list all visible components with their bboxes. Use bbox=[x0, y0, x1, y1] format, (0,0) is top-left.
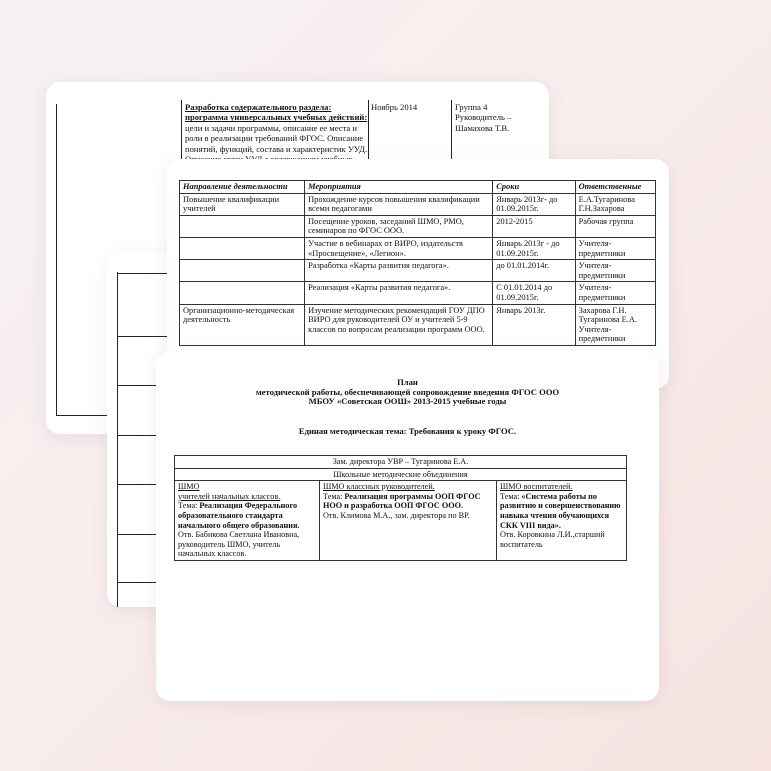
col-head: ШМО воспитателей. bbox=[500, 482, 573, 492]
table-cell: Повышение квалификации учителей bbox=[180, 193, 305, 215]
table-border bbox=[181, 100, 182, 160]
table-row bbox=[180, 304, 656, 345]
table-cell bbox=[180, 215, 305, 237]
plan-subtitle: методической работы, обеспечивающей сопровождение введения ФГОС ООО bbox=[255, 386, 560, 397]
cell-title: Разработка содержательного раздела: программа универсальных учебных действий: bbox=[185, 102, 368, 123]
header-responsible: Ответственные bbox=[575, 181, 655, 194]
leader-label: Руководитель – bbox=[455, 112, 512, 123]
group-label: Группа 4 bbox=[455, 102, 488, 112]
table-cell: Январь 2013г- до 01.09.2015г. bbox=[493, 193, 575, 215]
table-row bbox=[175, 481, 627, 561]
table-cell: Реализация «Карты развития педагога». bbox=[305, 282, 493, 304]
theme-text: «Система работы по развитию и совершенствованию навыка чтения обучающихся СКК VIII вида». bbox=[500, 491, 621, 530]
associations-cell: Школьные методические объединения bbox=[175, 468, 627, 481]
table-cell: Изучение методических рекомендаций ГОУ ДПО ВИРО для руководителей ОУ и учителей 5-9 классов по вопросам реализации программ ООО. bbox=[305, 304, 493, 345]
document-page-front bbox=[156, 351, 659, 701]
table-row bbox=[180, 237, 656, 259]
deputy-cell: Зам. директора УВР – Тугаринова Е.А. bbox=[175, 456, 627, 469]
table-row bbox=[180, 260, 656, 282]
col-theme bbox=[500, 492, 623, 530]
table-row bbox=[180, 193, 656, 215]
theme-text: Реализация программы ООП ФГОС НОО и разработка ООП ФГОС ООО. bbox=[323, 491, 481, 511]
col-theme bbox=[323, 492, 493, 511]
table-row bbox=[180, 215, 656, 237]
plan-subtitle-school: МБОУ «Советская ООШ» 2013-2015 учебные годы bbox=[308, 396, 507, 407]
col-head: ШМО bbox=[178, 482, 200, 492]
shmo-educators-cell bbox=[497, 481, 627, 561]
table-cell: Е.А.Тугаринова Г.Н.Захарова bbox=[575, 193, 655, 215]
table-cell: С 01.01.2014 до 01.09.2015г. bbox=[493, 282, 575, 304]
table-cell: Учителя-предметники bbox=[575, 282, 655, 304]
responsible-cell bbox=[455, 102, 535, 133]
table-border bbox=[117, 272, 118, 607]
table-border bbox=[368, 100, 369, 160]
table-cell: 2012-2015 bbox=[493, 215, 575, 237]
header-events: Мероприятия bbox=[305, 181, 493, 194]
table-border bbox=[451, 100, 452, 160]
cell-text: цели и задачи программы, описание ее места и роли в реализации требований ФГОС. Описание понятий, функций, состава и характеристик УУД. bbox=[185, 122, 368, 154]
table-header-row bbox=[180, 181, 656, 194]
col-responsible: Отв. Бабикова Светлана Ивановна, руководитель ШМО, учитель начальных классов. bbox=[178, 530, 300, 559]
activity-cell bbox=[185, 102, 368, 159]
table-border bbox=[117, 336, 167, 337]
col-theme bbox=[178, 501, 316, 530]
table-cell: Январь 2013г - до 01.09.2015г. bbox=[493, 237, 575, 259]
theme-label: Тема: bbox=[323, 491, 343, 501]
leader-name: Шамахова Т.В. bbox=[455, 122, 510, 133]
table-cell bbox=[180, 260, 305, 282]
table-cell bbox=[180, 237, 305, 259]
table-cell: Учителя-предметники bbox=[575, 237, 655, 259]
plan-table bbox=[179, 180, 656, 346]
table-cell: Январь 2013г. bbox=[493, 304, 575, 345]
table-row bbox=[175, 468, 627, 481]
theme-label: Тема: bbox=[500, 491, 520, 501]
methodical-theme: Единая методическая тема: Требования к уроку ФГОС. bbox=[298, 426, 517, 436]
theme-label: Тема: bbox=[178, 501, 198, 511]
col-head: учителей начальных классов. bbox=[178, 491, 281, 501]
col-head: ШМО классных руководителей. bbox=[323, 482, 435, 492]
shmo-primary-cell bbox=[175, 481, 320, 561]
table-border bbox=[56, 104, 57, 416]
header-direction: Направление деятельности bbox=[180, 181, 305, 194]
shmo-table bbox=[174, 455, 627, 561]
date-cell: Ноябрь 2014 bbox=[371, 102, 418, 112]
header-dates: Сроки bbox=[493, 181, 575, 194]
plan-title-block bbox=[156, 378, 659, 407]
table-cell: Захарова Г.Н. Тугаринова Е.А. Учителя-предметники bbox=[575, 304, 655, 345]
table-cell: Рабочая группа bbox=[575, 215, 655, 237]
table-cell: Посещение уроков, заседаний ШМО, РМО, семинаров по ФГОС ООО. bbox=[305, 215, 493, 237]
col-responsible: Отв. Климова М.А., зам. директора по ВР. bbox=[323, 510, 470, 520]
table-cell: Организационно-методическая деятельность bbox=[180, 304, 305, 345]
table-cell: Учителя-предметники bbox=[575, 260, 655, 282]
table-border bbox=[117, 273, 167, 274]
shmo-class-teachers-cell bbox=[320, 481, 497, 561]
table-cell: Разработка «Карты развития педагога». bbox=[305, 260, 493, 282]
col-responsible: Отв. Коровкина Л.И.,старший воспитатель bbox=[500, 530, 605, 549]
theme-text: Реализация Федерального образовательного стандарта начального общего образования. bbox=[178, 501, 300, 530]
plan-title: План bbox=[397, 377, 418, 387]
table-cell: Прохождение курсов повышения квалификации всеми педагогами bbox=[305, 193, 493, 215]
table-cell: до 01.01.2014г. bbox=[493, 260, 575, 282]
table-row bbox=[175, 456, 627, 469]
table-cell: Участие в вебинарах от ВИРО, издательств «Просвещение», «Легион». bbox=[305, 237, 493, 259]
table-row bbox=[180, 282, 656, 304]
table-cell bbox=[180, 282, 305, 304]
